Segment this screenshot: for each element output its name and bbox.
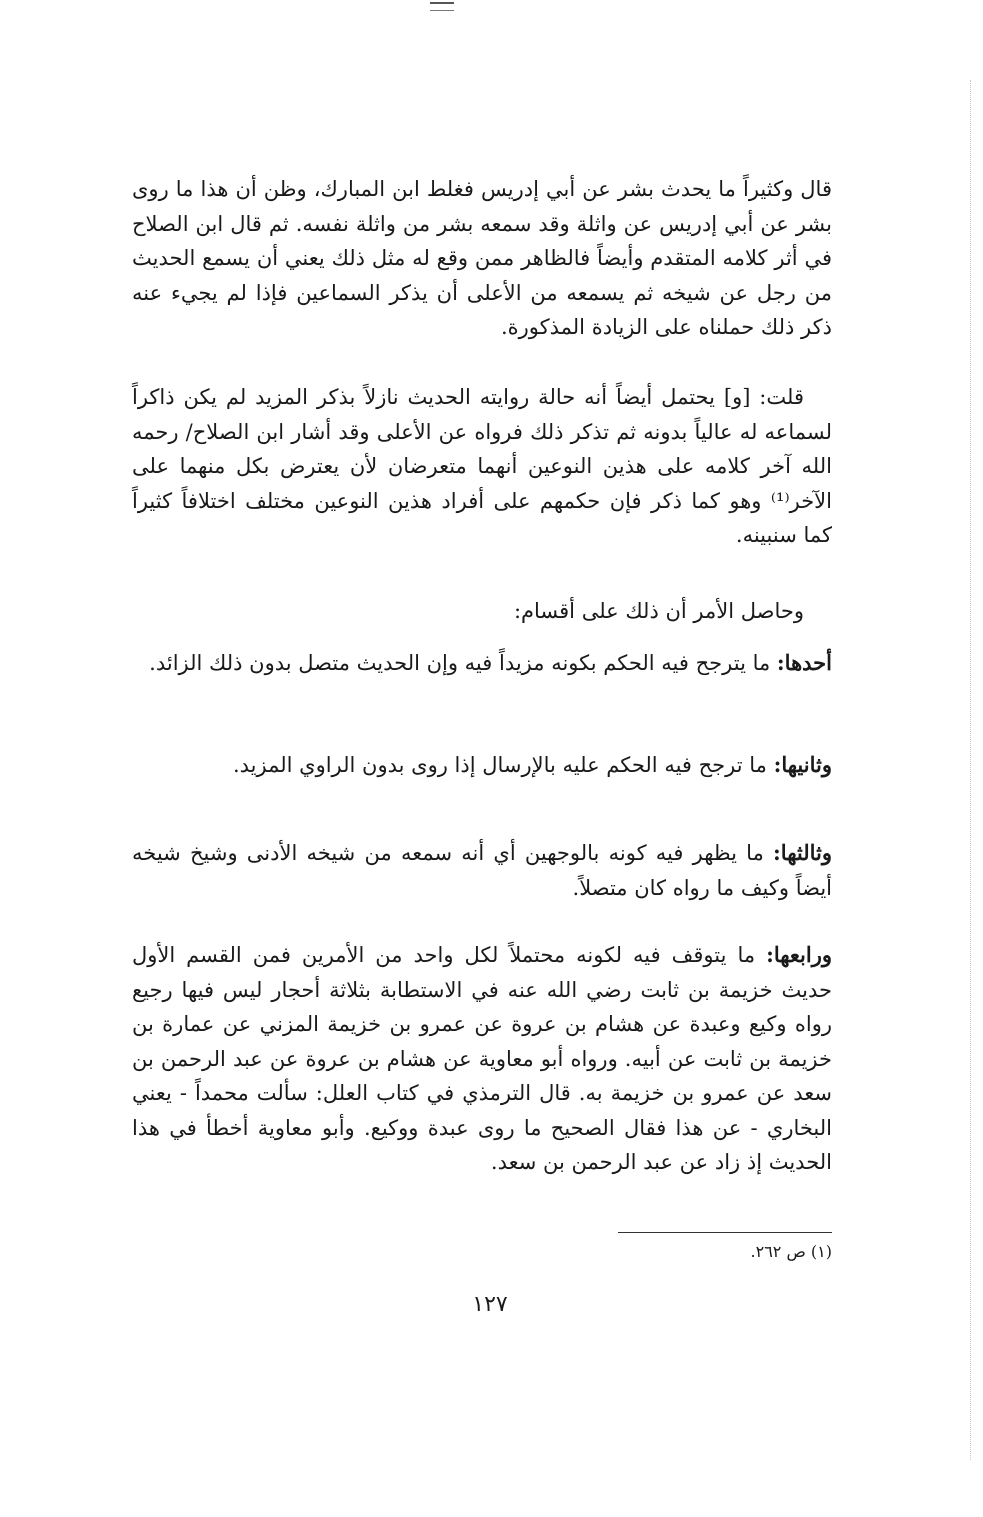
section-first-text: ما يترجح فيه الحكم بكونه مزيداً فيه وإن الحديث متصل بدون ذلك الزائد. xyxy=(149,651,777,675)
section-fourth xyxy=(132,938,832,1180)
paragraph-1-text: قال وكثيراً ما يحدث بشر عن أبي إدريس فغلط ابن المبارك، وظن أن هذا ما روى بشر عن أبي إدريس عن واثلة وقد سمعه بشر من واثلة نفسه. ثم قال ابن الصلاح في أثر كلامه المتقدم وأيضاً فالظاهر ممن وقع له مثل ذلك يعني أن يسمع الحديث من رجل عن شيخه ثم يسمعه من الأعلى أن يذكر السماعين فإذا لم يجيء عنه ذكر ذلك حملناه على الزيادة المذكورة. xyxy=(132,177,832,339)
section-second-text: ما ترجح فيه الحكم عليه بالإرسال إذا روى بدون الراوي المزيد. xyxy=(232,753,774,777)
section-fourth-text: ما يتوقف فيه لكونه محتملاً لكل واحد من الأمرين فمن القسم الأول حديث خزيمة بن ثابت رضي الله عنه في الاستطابة بثلاثة أحجار ليس فيها رجيع رواه وكيع وعبدة عن هشام بن عروة عن عمرو بن خزيمة المزني عن عمارة بن خزيمة بن ثابت عن أبيه. ورواه أبو معاوية عن هشام بن عروة عن عبد الرحمن بن سعد عن عمرو بن خزيمة به. قال الترمذي في كتاب العلل: سألت محمداً - يعني البخاري - عن هذا فقال الصحيح ما روى عبدة ووكيع. وأبو معاوية أخطأ في هذا الحديث إذ زاد عن عبد الرحمن بن سعد. xyxy=(132,943,832,1174)
section-third-text: ما يظهر فيه كونه بالوجهين أي أنه سمعه من شيخه الأدنى وشيخ شيخه أيضاً وكيف ما رواه كان متصلاً. xyxy=(132,841,832,900)
section-second xyxy=(132,748,832,783)
top-scan-mark xyxy=(430,2,454,11)
section-first-heading: أحدها: xyxy=(776,650,832,675)
page-number: ١٢٧ xyxy=(472,1292,508,1317)
paragraph-3-text: وحاصل الأمر أن ذلك على أقسام: xyxy=(513,599,804,623)
section-first xyxy=(132,646,832,681)
scan-edge-line xyxy=(969,80,971,1460)
section-fourth-heading: ورابعها: xyxy=(766,942,832,967)
section-third-heading: وثالثها: xyxy=(773,840,832,865)
paragraph-2-text: قلت: [و] يحتمل أيضاً أنه حالة روايته الحديث نازلاً بذكر المزيد لم يكن ذاكراً لسماعه له عالياً بدونه ثم تذكر ذلك فرواه عن الأعلى وقد أشار ابن الصلاح/ رحمه الله آخر كلامه على هذين النوعين أنهما متعرضان لأن يعترض بكل منهما على الآخر⁽¹⁾ وهو كما ذكر فإن حكمهم على أفراد هذين النوعين مختلف اختلافاً كثيراً كما سنبينه. xyxy=(132,385,832,547)
footnote-divider xyxy=(618,1232,832,1233)
paragraph-2 xyxy=(132,380,832,553)
section-second-heading: وثانيها: xyxy=(773,752,832,777)
footnote: (١) ص ٢٦٢. xyxy=(750,1242,832,1261)
paragraph-3 xyxy=(132,594,832,629)
section-third xyxy=(132,836,832,905)
paragraph-1 xyxy=(132,172,832,345)
